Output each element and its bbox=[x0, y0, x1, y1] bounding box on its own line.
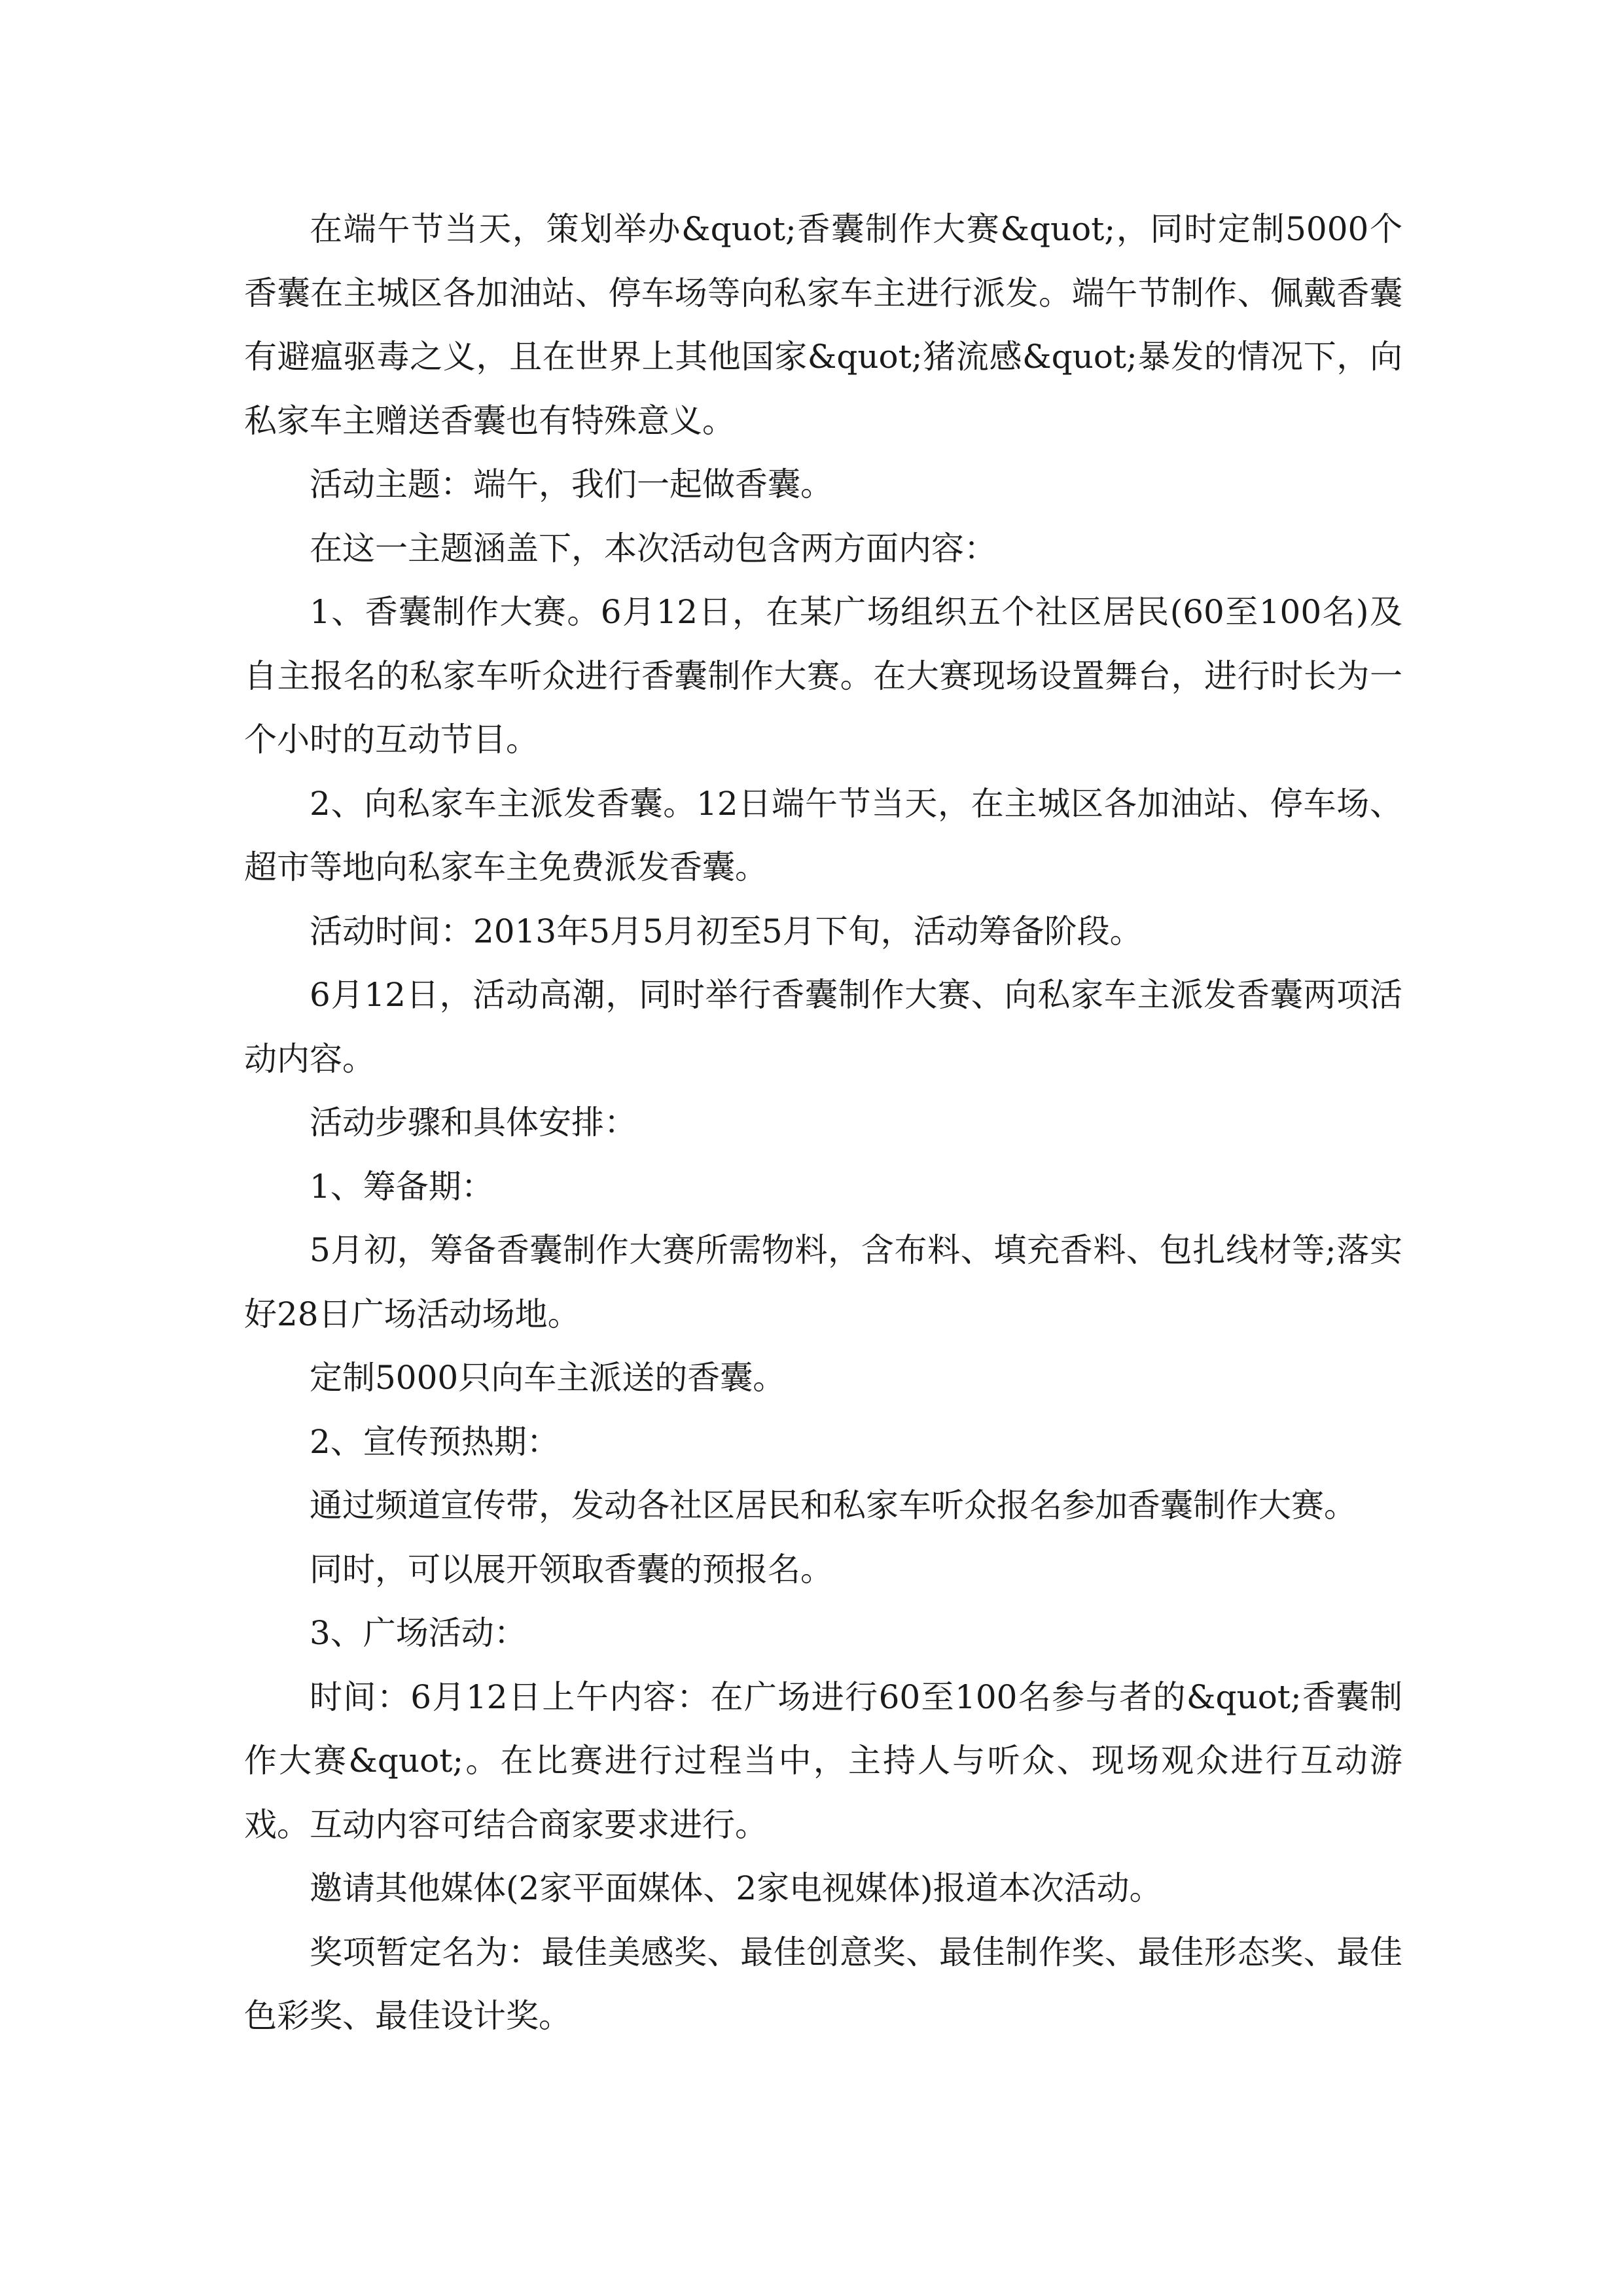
paragraph: 定制5000只向车主派送的香囊。 bbox=[310, 1359, 786, 1397]
paragraph: 邀请其他媒体(2家平面媒体、2家电视媒体)报道本次活动。 bbox=[310, 1869, 1162, 1907]
paragraph: 同时，可以展开领取香囊的预报名。 bbox=[310, 1550, 833, 1588]
paragraph: 在这一主题涵盖下，本次活动包含两方面内容： bbox=[310, 529, 997, 567]
document-body bbox=[244, 198, 1402, 2049]
paragraph: 活动时间：2013年5月5月初至5月下旬，活动筹备阶段。 bbox=[310, 912, 1143, 950]
paragraph: 1、香囊制作大赛。6月12日，在某广场组织五个社区居民(60至100名)及自主报名的私家车听众进行香囊制作大赛。在大赛现场设置舞台，进行时长为一个小时的互动节目。 bbox=[244, 593, 1402, 759]
paragraph: 5月初，筹备香囊制作大赛所需物料，含布料、填充香料、包扎线材等;落实好28日广场活动场地。 bbox=[244, 1231, 1402, 1333]
paragraph: 活动主题：端午，我们一起做香囊。 bbox=[310, 465, 833, 503]
paragraph: 3、广场活动： bbox=[310, 1614, 527, 1652]
paragraph: 活动步骤和具体安排： bbox=[310, 1103, 637, 1141]
paragraph: 6月12日，活动高潮，同时举行香囊制作大赛、向私家车主派发香囊两项活动内容。 bbox=[244, 976, 1402, 1078]
paragraph: 2、向私家车主派发香囊。12日端午节当天，在主城区各加油站、停车场、超市等地向私家车主免费派发香囊。 bbox=[244, 784, 1402, 886]
paragraph: 时间：6月12日上午内容：在广场进行60至100名参与者的&quot;香囊制作大赛&quot;。在比赛进行过程当中，主持人与听众、现场观众进行互动游戏。互动内容可结合商家要求进行。 bbox=[244, 1677, 1402, 1844]
paragraph: 在端午节当天，策划举办&quot;香囊制作大赛&quot;，同时定制5000个香囊在主城区各加油站、停车场等向私家车主进行派发。端午节制作、佩戴香囊有避瘟驱毒之义，且在世界上其他国家&quot;猪流感&quot;暴发的情况下，向私家车主赠送香囊也有特殊意义。 bbox=[244, 210, 1402, 440]
paragraph: 1、筹备期： bbox=[310, 1167, 494, 1206]
paragraph: 2、宣传预热期： bbox=[310, 1422, 560, 1461]
paragraph: 通过频道宣传带，发动各社区居民和私家车听众报名参加香囊制作大赛。 bbox=[310, 1486, 1357, 1524]
paragraph: 奖项暂定名为：最佳美感奖、最佳创意奖、最佳制作奖、最佳形态奖、最佳色彩奖、最佳设计奖。 bbox=[244, 1933, 1402, 2035]
